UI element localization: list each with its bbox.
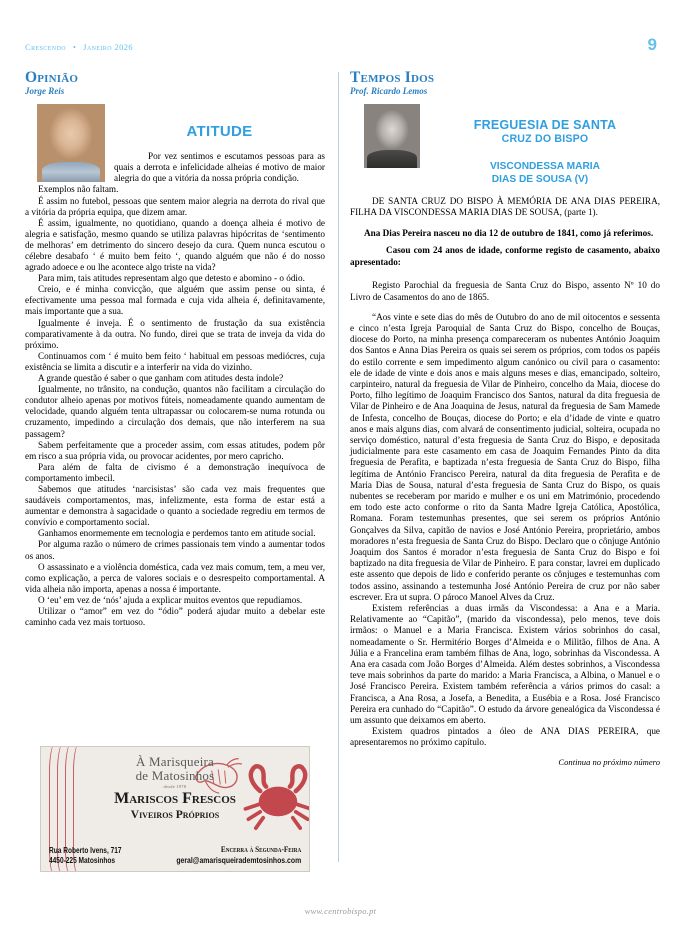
section-author-jorge-reis: Jorge Reis	[25, 86, 65, 97]
closed-notice: Encerra à Segunda-Feira	[220, 845, 301, 854]
paragraph: Ganhamos enormemente em tecnologia e perdemos tanto em atitude social.	[38, 528, 316, 539]
article-headline-atitude: ATITUDE	[186, 123, 253, 141]
paragraph: Continuamos com ‘ é muito bem feito ‘ habitual em pessoas mediócres, cuja existência se limita a discutir e a interferir na vida do vizinho.	[25, 350, 325, 372]
registry-note	[350, 280, 660, 302]
business-since-label: desde 1978	[163, 784, 187, 789]
tempos-idos-bold-intro	[350, 228, 660, 269]
site-footer-url[interactable]: www.centrobispo.pt	[304, 907, 377, 916]
headline-line-2: CRUZ DO BISPO	[501, 133, 589, 146]
paragraph: Utilizar o “amor” em vez do “ódio” poderá ajudar muito a debelar este caminho cada vez mais tortuoso.	[25, 606, 325, 628]
paragraph: Igualmente é inveja. É o sentimento de frustação da sua existência comparativamente à da outra. No fundo, direi que se trata de inveja da vida do próximo.	[25, 317, 325, 350]
running-head-publication: Crescendo	[25, 42, 66, 52]
business-name-line-1: À Marisqueira	[135, 754, 215, 769]
advertisement-contact	[176, 845, 301, 866]
advertisement-marisqueira[interactable]	[40, 746, 310, 872]
paragraph: Igualmente, no trânsito, na condução, quantos não facilitam a circulação do condutor alheio apenas por motivos fúteis, nomeadamente quando aumentam de velocidade, quando alguém tenta ultrapassar ou colocarem-se numa rotunda ou cruzamento, impedindo a circulação dos demais, que não interferem na sua passagem?	[25, 384, 325, 439]
subhead-line-1: VISCONDESSA MARIA	[490, 161, 600, 173]
business-name-line-2: de Matosinhos	[135, 768, 215, 783]
left-column	[25, 70, 325, 628]
opiniao-body-text	[25, 151, 325, 628]
paragraph: Sabemos que atitudes ‘narcisistas’ são cada vez mais frequentes que saudáveis comportamentos, mas, infelizmente, esta forma de estar está a aumentar e demonstra à sagacidade o quanto a sociedade regrediu em termos de convívio e comportamento social.	[25, 483, 325, 528]
subhead-line-2: DIAS DE SOUSA (V)	[491, 174, 589, 186]
paragraph: Por alguma razão o número de crimes passionais tem vindo a aumentar todos os anos.	[25, 539, 325, 561]
section-author-ricardo-lemos: Prof. Ricardo Lemos	[350, 86, 428, 97]
paragraph: Para além de falta de civismo é a demonstração inequívoca de comportamento imbecil.	[25, 461, 325, 483]
paragraph: Ana Dias Pereira nasceu no dia 12 de outubro de 1841, como já referimos.	[364, 227, 654, 238]
paragraph: DE SANTA CRUZ DO BISPO À MEMÓRIA DE ANA DIAS PEREIRA, FILHA DA VISCONDESSA MARIA DIAS DE SOUSA, (parte 1).	[350, 196, 660, 218]
running-head	[25, 42, 133, 52]
advertisement-content	[41, 747, 309, 821]
page-number: 9	[647, 35, 657, 54]
section-title-opiniao: Opinião	[25, 69, 79, 86]
paragraph: Sabem perfeitamente que a proceder assim, com essas atitudes, podem pôr em risco a sua própria vida, ou provocar acidentes, por mero capricho.	[25, 439, 325, 461]
business-email[interactable]: geral@amarisqueirademtosinhos.com	[176, 856, 301, 865]
column-divider	[338, 72, 339, 862]
continued-notice: Continua no próximo número	[558, 756, 660, 767]
advertisement-footer	[49, 845, 301, 866]
marriage-record-transcription	[350, 312, 660, 749]
paragraph: Existem quadros pintados a óleo de ANA DIAS PEREIRA, que apresentaremos no próximo capítulo.	[350, 726, 660, 748]
paragraph: A grande questão é saber o que ganham com atitudes desta índole?	[38, 373, 284, 384]
running-head-issue-date: Janeiro 2026	[83, 42, 134, 52]
advertisement-main-text: Mariscos Frescos	[114, 790, 236, 807]
advertisement-sub-text: Viveiros Próprios	[130, 809, 220, 821]
business-address	[49, 846, 122, 866]
paragraph: Creio, e é minha convicção, que alguém que assim pense ou sinta, é efectivamente uma pessoa mal formada e cuja vida alheia é, definitavamente, mais importante que a sua.	[25, 284, 325, 317]
address-line-1: Rua Roberto Ivens, 717	[49, 846, 122, 855]
tempos-idos-intro	[350, 196, 660, 218]
paragraph: Exemplos não faltam.	[38, 184, 119, 195]
historical-portrait-photo	[364, 104, 420, 168]
paragraph: O ‘eu’ em vez de ‘nós’ ajuda a explicar muitos eventos que repudiamos.	[38, 594, 303, 605]
section-title-tempos-idos: Tempos Idos	[350, 69, 435, 86]
paragraph: “Aos vinte e sete dias do mês de Outubro do ano de mil oitocentos e sessenta e cinco n’esta Igreja Paroquial de Santa Cruz do Bispo, concelho de Bouças, diocese do Porto, na minha presença compareceram os nubentes António Joaquim dos Santos e Anna Dias Pereira os quais sei serem os próprios, com todos os papéis do estilo corrente e sem impedimento algum canónico ou civil para o casamento: ele de idade de vinte e dois anos e mais alguns meses e dias, emancipado, solteiro, carpinteiro, natural da freguesia de Vilar de Pinheiro, concelho da Maia, diocese do Porto, filho legítimo de Joaquim Francisco dos Santos, natural da dita freguesia de Vilar de Pinheiro e de Ana Joaquina de Jesus, natural da freguesia de Sam Mamede de Infesta, concelho de Bouças, diocese do Porto; e ela d’idade de vinte e quatro anos e mais alguns dias, com alvará de consentimento judicial, solteira, ocupada no serviço doméstico, natural d’esta freguesia de Santa Cruz do Bispo, e depositada judicialmente para este casamento em casa de Joaquim Fernandes Pinto da dita freguesia de Perafita, e baptizada n’esta freguesia de Santa Cruz do Bispo, filha legítima de António Francisco Pereira, natural da dita freguesia de Perafita e de Maria Dias de Sousa, natural d’esta freguesia de Santa Cruz do Bispo, os quais nubentes se receberam por marido e mulher e os uni em Matrimónio, procedendo em todo este acto conforme o rito da Santa Madre Igreja Católica, Apostólica, Romana. Foram testemunhas presentes, que sei serem os próprios António Gonçalves da Silva, capitão de navios e José António Pereira, proprietário, ambos moradores n’esta freguesia de Santa Cruz do Bispo. Declaro que o cônjuge António Joaquim dos Santos é morador n’esta freguesia de Santa Cruz do Bispo e foi baptizado na dita freguesia de Vilar de Pinheiro. E para constar, lavrei em duplicado este assento que depois de lido e conferido perante os cônjuges e testemunhas com todos assino, assinando a testemunha José António Pereira de cruz por não saber escrever. Era ut supra. O pároco Manoel Alves da Cruz.	[350, 311, 660, 602]
author-portrait-photo	[37, 104, 105, 182]
paragraph: Registo Parochial da freguesia de Santa Cruz do Bispo, assento Nº 10 do Livro de Casamentos do ano de 1865.	[350, 280, 660, 302]
running-head-separator: •	[72, 43, 77, 52]
paragraph: É assim no futebol, pessoas que sentem maior alegria na derrota do rival que a vitória da própria equipa, que dizem amar.	[25, 195, 325, 217]
headline-line-1: FREGUESIA DE SANTA	[473, 118, 617, 133]
paragraph: É assim, igualmente, no quotidiano, quando a doença alheia é motivo de alegria e satisfação, mesmo quando se utiliza palavras hipócritas de ‘sentimento de melhoras’ em detrimento do sincero desejo da cura. Quem nunca escutou o célebre desabafo ‘ é muito bem feito ‘, quando alguém que não é do nosso agrado adoece e ou lhe acontece algo triste na vida?	[25, 217, 325, 273]
paragraph: Casou com 24 anos de idade, conforme registo de casamento, abaixo apresentado:	[350, 245, 660, 267]
paragraph: O assassinato e a violência doméstica, cada vez mais comum, tem, a meu ver, como explicação, a perca de valores sociais e o desrespeito comportamental. A vida alheia não importa, apenas a nossa é importante.	[25, 561, 325, 594]
paragraph: Existem referências a duas irmãs da Viscondessa: a Ana e a Maria. Relativamente ao “Capitão”, (marido da viscondessa), pelo menos, teve dois irmãos: o Manuel e a Maria Francisca. Existem vários sobrinhos do casal, nomeadamente o Sr. Hermitério Borges d’Almeida e o Militão, filhos de Ana. A Júlia e a Francelina eram também filhas de Ana, logo, sobrinhas da Viscondessa. A Ana era casada com João Borges d’Almeida. Além destes sobrinhos, a Viscondessa teve mais sobrinhos da parte do marido: a Maria Francisca, a Albina, o Manuel e o José Francisco Pereira. Existem também referência a vários primos do casal: a Francisca, a Ana Rosa, a Josefa, a Benedita, a Eusébia e a Rosa. José Francisco Pereira era cunhado do “Capitão”. O estudo da árvore genealógica da Viscondessa é um assunto que deixamos em aberto.	[350, 603, 660, 726]
paragraph: Para mim, tais atitudes representam algo que detesto e abomino - o ódio.	[38, 273, 305, 284]
address-line-2: 4450-225 Matosinhos	[49, 856, 115, 865]
right-column	[350, 70, 660, 767]
paragraph: Por vez sentimos e escutamos pessoas para as quais a derrota e infelicidade alheias é motivo de maior alegria do que a vitória da nossa própria condição.	[114, 151, 325, 184]
